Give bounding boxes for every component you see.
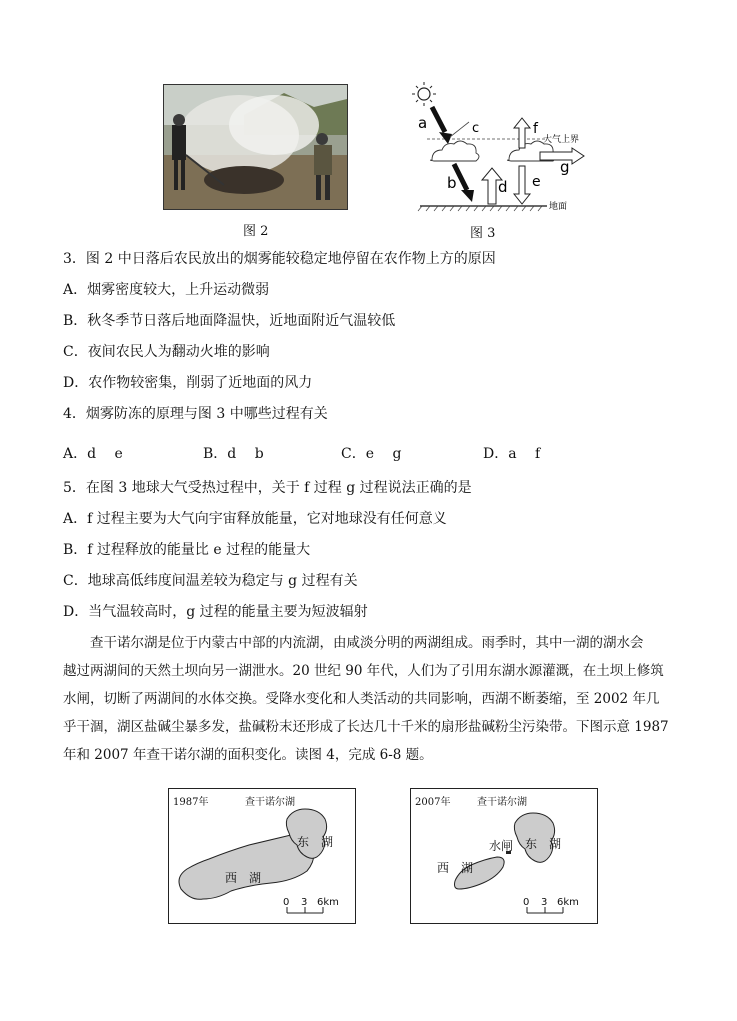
q5-option-a: A．f 过程主要为大气向宇宙释放能量，它对地球没有任何意义 <box>63 511 447 527</box>
q4-stem: 4．烟雾防冻的原理与图 3 中哪些过程有关 <box>63 406 328 422</box>
label-f: f <box>533 121 538 137</box>
map-1987 <box>168 788 356 924</box>
label-e: e <box>532 174 541 190</box>
passage-line: 年和 2007 年查干诺尔湖的面积变化。读图 4，完成 6-8 题。 <box>63 747 433 763</box>
sun-icon <box>412 82 436 106</box>
scale-0: 0 <box>283 897 290 908</box>
map-2007-title: 查干诺尔湖 <box>477 797 527 808</box>
label-c: c <box>472 121 480 136</box>
west-lake-1987 <box>179 835 314 900</box>
q5-stem: 5．在图 3 地球大气受热过程中，关于 f 过程 g 过程说法正确的是 <box>63 480 472 496</box>
scale-6km: 6km <box>317 897 339 908</box>
map-1987-title: 查干诺尔湖 <box>245 797 295 808</box>
figure2-caption: 图 2 <box>243 224 269 239</box>
map-2007-east-lake-label: 东 湖 <box>525 837 562 851</box>
figure3-caption: 图 3 <box>470 226 496 241</box>
figure2-photo <box>163 84 348 210</box>
map-2007-sluice-label: 水闸 <box>489 839 514 853</box>
map-1987-year: 1987年 <box>173 797 209 808</box>
q4-option-c: C．e g <box>341 446 402 462</box>
map-1987-west-lake-label: 西 湖 <box>225 871 262 885</box>
q3-option-b: B．秋冬季节日落后地面降温快，近地面附近气温较低 <box>63 313 396 329</box>
scale-0: 0 <box>523 897 530 908</box>
ground-label: 地面 <box>549 202 568 212</box>
q5-option-b: B．f 过程释放的能量比 e 过程的能量大 <box>63 542 311 558</box>
map-1987-east-lake-label: 东 湖 <box>297 835 334 849</box>
q4-option-d: D．a f <box>483 446 541 462</box>
label-a: a <box>418 114 428 132</box>
map-2007-west-lake-label: 西 湖 <box>437 861 474 875</box>
passage <box>63 629 683 769</box>
figure3-diagram <box>412 82 587 217</box>
map-2007 <box>410 788 598 924</box>
label-g: g <box>560 158 570 176</box>
q3-stem: 3．图 2 中日落后农民放出的烟雾能较稳定地停留在农作物上方的原因 <box>63 251 496 267</box>
q3-option-c: C．夜间农民人为翻动火堆的影响 <box>63 344 270 360</box>
q5-option-c: C．地球高低纬度间温差较为稳定与 g 过程有关 <box>63 573 358 589</box>
q3-option-a: A．烟雾密度较大，上升运动微弱 <box>63 282 270 298</box>
label-d: d <box>498 178 508 196</box>
label-b: b <box>447 174 457 192</box>
scale-6km: 6km <box>557 897 579 908</box>
q4-option-b: B．d b <box>203 446 264 462</box>
passage-line: 乎干涸，湖区盐碱尘暴多发，盐碱粉末还形成了长达几十千米的扇形盐碱粉尘污染带。下图示意 1987 <box>63 719 669 735</box>
passage-line: 水闸，切断了两湖间的水体交换。受降水变化和人类活动的共同影响，西湖不断萎缩，至 2002 年几 <box>63 691 660 707</box>
scale-3: 3 <box>541 897 548 908</box>
q5-option-d: D．当气温较高时，g 过程的能量主要为短波辐射 <box>63 604 368 620</box>
passage-line: 越过两湖间的天然土坝向另一湖泄水。20 世纪 90 年代，人们为了引用东湖水源灌溉，在土坝上修筑 <box>63 663 664 679</box>
map-2007-year: 2007年 <box>415 797 451 808</box>
q4-option-a: A．d e <box>63 446 123 462</box>
scale-3: 3 <box>301 897 308 908</box>
q3-option-d: D．农作物较密集，削弱了近地面的风力 <box>63 375 313 391</box>
passage-line: 查干诺尔湖是位于内蒙古中部的内流湖，由咸淡分明的两湖组成。雨季时，其中一湖的湖水会 <box>63 635 644 651</box>
toa-label: 大气上界 <box>543 135 580 145</box>
